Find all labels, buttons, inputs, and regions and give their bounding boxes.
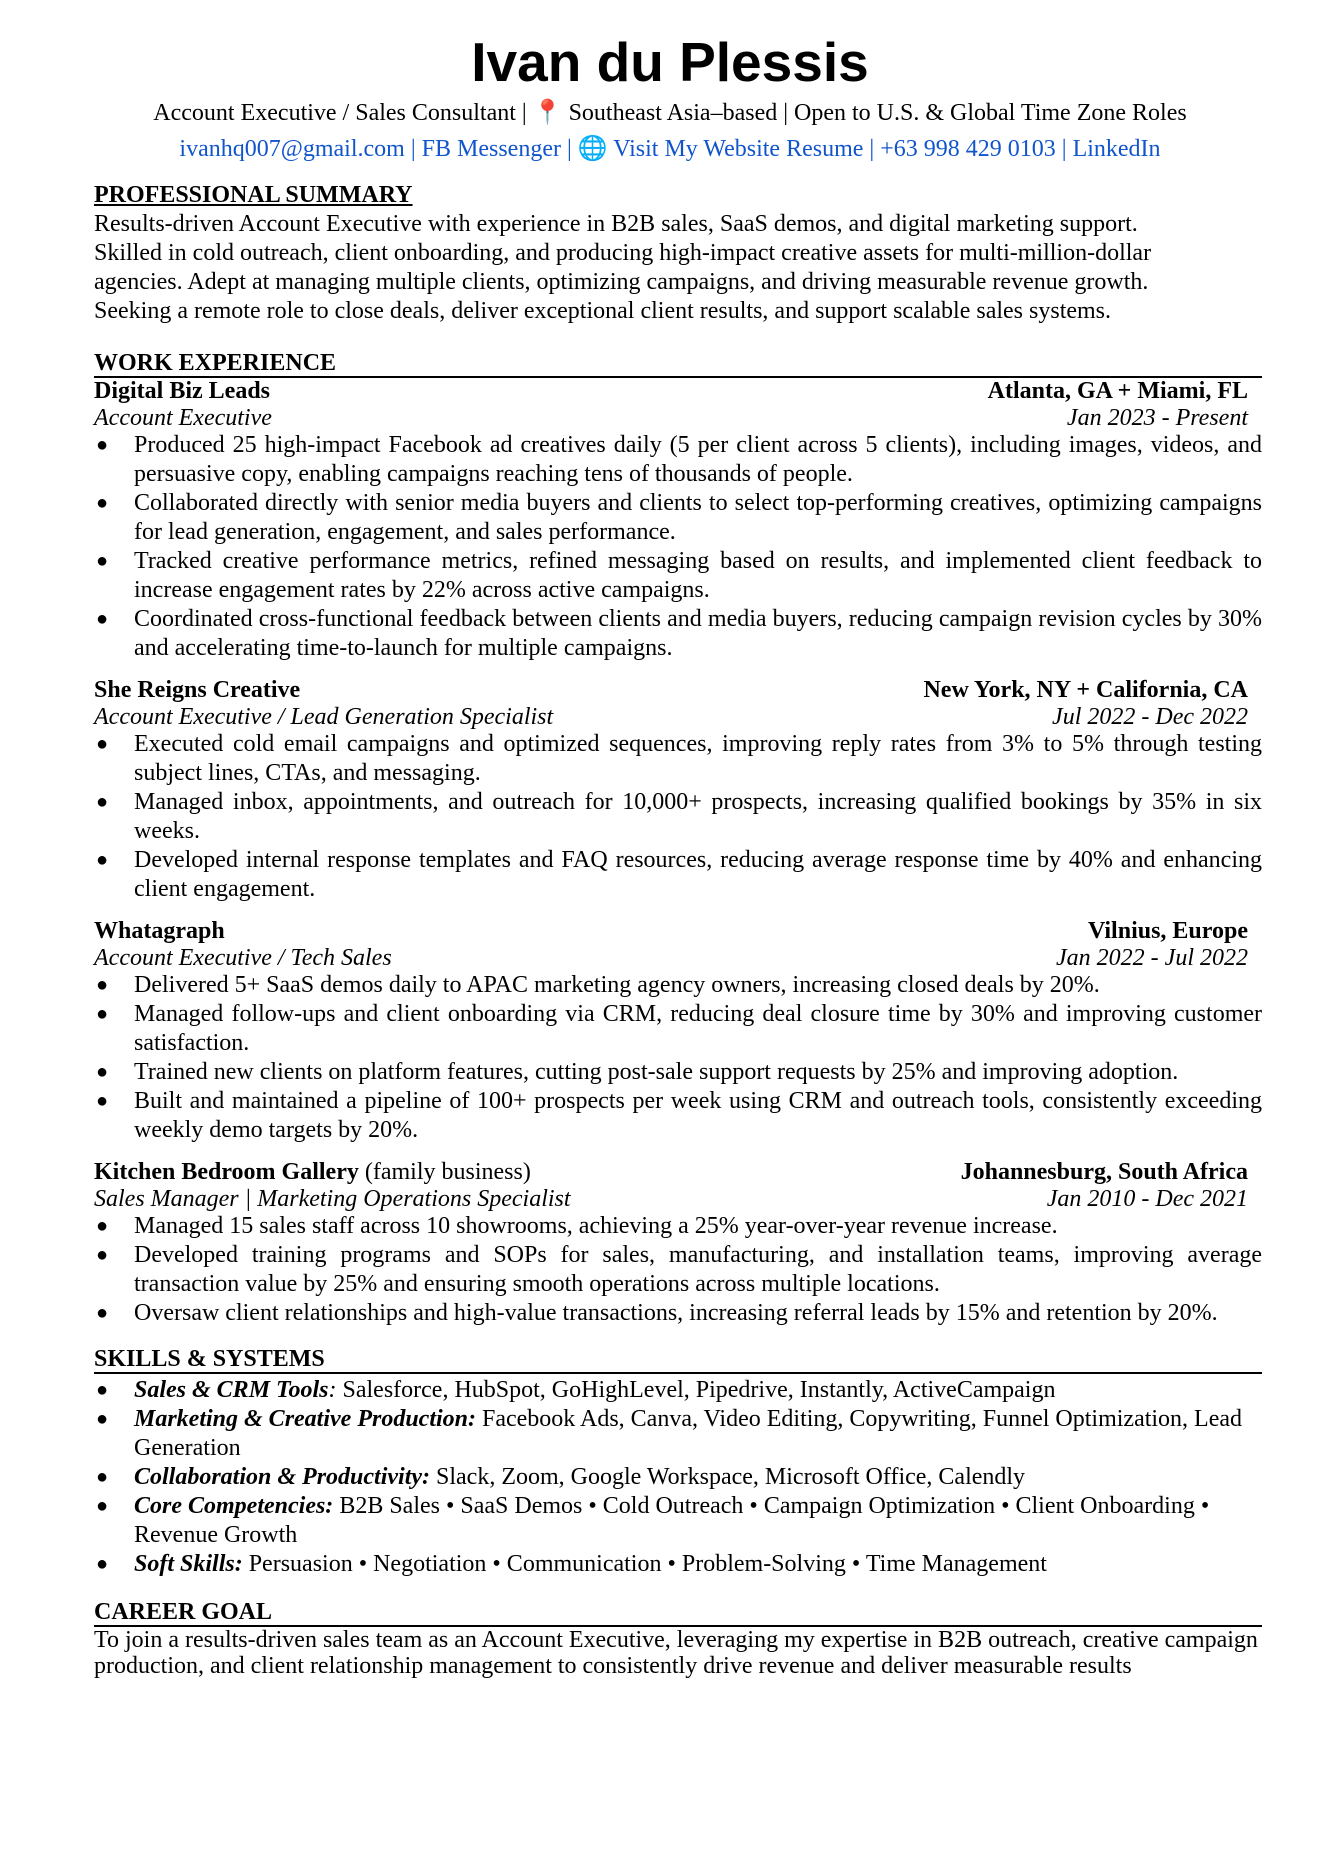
job-header xyxy=(94,378,1262,405)
bullet-icon: ● xyxy=(96,974,109,996)
bullet-icon: ● xyxy=(96,1215,109,1237)
bullet-icon: ● xyxy=(96,791,109,813)
list-item xyxy=(94,788,1262,846)
job-bullets xyxy=(94,431,1262,663)
job-bullets xyxy=(94,730,1262,904)
bullet-text: Trained new clients on platform features, cutting post-sale support requests by 25% and improving adoption. xyxy=(134,1059,1179,1085)
bullet-icon: ● xyxy=(96,1408,109,1430)
bullet-text: Delivered 5+ SaaS demos daily to APAC marketing agency owners, increasing closed deals by 20%. xyxy=(134,972,1100,998)
company-name: She Reigns Creative xyxy=(94,677,301,703)
job-header xyxy=(94,918,1262,945)
list-item xyxy=(94,547,1262,605)
list-item xyxy=(94,971,1262,1000)
job-dates: Jan 2023 - Present xyxy=(1066,405,1248,431)
list-item xyxy=(94,1299,1262,1328)
job-list xyxy=(94,378,1262,1328)
bullet-icon: ● xyxy=(96,1553,109,1575)
messenger-link[interactable]: FB Messenger xyxy=(421,136,561,162)
skill-label: Collaboration & Productivity: xyxy=(134,1464,431,1490)
job-dates: Jan 2010 - Dec 2021 xyxy=(1046,1186,1248,1212)
job-location: Vilnius, Europe xyxy=(1087,918,1248,944)
list-item xyxy=(94,1000,1262,1058)
bullet-icon: ● xyxy=(96,1302,109,1324)
job-location: Johannesburg, South Africa xyxy=(960,1159,1248,1185)
list-item xyxy=(94,730,1262,788)
company-name: Kitchen Bedroom Gallery xyxy=(94,1159,359,1185)
company-note: (family business) xyxy=(358,1159,531,1185)
job-role: Account Executive / Lead Generation Specialist xyxy=(94,704,554,730)
skill-text: Facebook Ads, Canva, Video Editing, Copywriting, Funnel Optimization, Lead Generation xyxy=(134,1406,1243,1461)
job-subheader xyxy=(94,945,1262,971)
bullet-text: Managed inbox, appointments, and outreach for 10,000+ prospects, increasing qualified bookings by 35% in six weeks. xyxy=(134,789,1262,844)
bullet-text: Managed follow-ups and client onboarding via CRM, reducing deal closure time by 30% and improving customer satisfaction. xyxy=(134,1001,1262,1056)
phone-link[interactable]: +63 998 429 0103 xyxy=(880,136,1056,162)
skills-section xyxy=(94,1346,1262,1579)
bullet-text: Tracked creative performance metrics, refined messaging based on results, and implemented client feedback to increase engagement rates by 22% across active campaigns. xyxy=(134,548,1262,603)
skill-item xyxy=(94,1492,1262,1550)
career-goal-section xyxy=(94,1599,1262,1679)
contact-line: ivanhq007@gmail.com | FB Messenger | 🌐 Visit My Website Resume | +63 998 429 0103 | LinkedIn xyxy=(179,136,1161,162)
linkedin-link[interactable]: LinkedIn xyxy=(1072,136,1161,162)
job-subheader xyxy=(94,1186,1262,1212)
company-name: Digital Biz Leads xyxy=(94,378,271,404)
bullet-icon: ● xyxy=(96,1466,109,1488)
bullet-text: Developed training programs and SOPs for sales, manufacturing, and installation teams, improving average transaction value by 25% and ensuring smooth operations across multiple locations. xyxy=(134,1242,1262,1297)
job-role: Account Executive / Tech Sales xyxy=(94,945,392,971)
list-item xyxy=(94,431,1262,489)
summary-text: Results-driven Account Executive with experience in B2B sales, SaaS demos, and digital marketing support. Skilled in cold outreach, client onboarding, and producing high-impact creative assets for multi-million-dollar agencies. Adept at managing multiple clients, optimizing campaigns, and driving measurable revenue growth. Seeking a remote role to close deals, deliver exceptional client results, and support scalable sales systems. xyxy=(94,211,1152,324)
skills-heading: SKILLS & SYSTEMS xyxy=(94,1346,325,1372)
bullet-icon: ● xyxy=(96,1495,109,1517)
skill-label: Sales & CRM Tools xyxy=(134,1377,329,1403)
company-name: Whatagraph xyxy=(94,918,225,944)
bullet-text: Produced 25 high-impact Facebook ad creatives daily (5 per client across 5 clients), including images, videos, and persuasive copy, enabling campaigns reaching tens of thousands of people. xyxy=(134,432,1262,487)
bullet-text: Executed cold email campaigns and optimized sequences, improving reply rates from 3% to 5% through testing subject lines, CTAs, and messaging. xyxy=(134,731,1262,786)
candidate-name: Ivan du Plessis xyxy=(471,31,869,93)
email-link[interactable]: ivanhq007@gmail.com xyxy=(179,136,405,162)
bullet-icon: ● xyxy=(96,608,109,630)
company-line xyxy=(94,677,300,704)
skill-item xyxy=(94,1463,1262,1492)
job-location: Atlanta, GA + Miami, FL xyxy=(987,378,1248,404)
bullet-icon: ● xyxy=(96,1090,109,1112)
experience-section xyxy=(94,350,1262,1328)
bullet-text: Developed internal response templates and FAQ resources, reducing average response time by 40% and enhancing client engagement. xyxy=(134,847,1262,902)
job-entry xyxy=(94,1159,1262,1328)
bullet-icon: ● xyxy=(96,733,109,755)
list-item xyxy=(94,1087,1262,1145)
career-goal-heading: CAREER GOAL xyxy=(94,1599,273,1625)
bullet-text: Coordinated cross-functional feedback between clients and media buyers, reducing campaign revision cycles by 30% and accelerating time-to-launch for multiple campaigns. xyxy=(134,606,1262,661)
skill-text: Persuasion • Negotiation • Communication • Problem-Solving • Time Management xyxy=(242,1551,1047,1577)
skill-colon: : xyxy=(328,1377,337,1403)
career-goal-text: To join a results-driven sales team as an Account Executive, leveraging my expertise in B2B outreach, creative campaign production, and client relationship management to consistently drive revenue and deliver measurable results xyxy=(94,1627,1258,1679)
title-line: Account Executive / Sales Consultant | 📍 Southeast Asia–based | Open to U.S. & Global Time Zone Roles xyxy=(153,100,1187,126)
skill-text: Slack, Zoom, Google Workspace, Microsoft Office, Calendly xyxy=(430,1464,1026,1490)
job-bullets xyxy=(94,1212,1262,1328)
job-dates: Jan 2022 - Jul 2022 xyxy=(1056,945,1248,971)
experience-heading: WORK EXPERIENCE xyxy=(94,350,337,376)
bullet-icon: ● xyxy=(96,550,109,572)
bullet-text: Collaborated directly with senior media buyers and clients to select top-performing creatives, optimizing campaigns for lead generation, engagement, and sales performance. xyxy=(134,490,1262,545)
bullet-text: Oversaw client relationships and high-value transactions, increasing referral leads by 15% and retention by 20%. xyxy=(134,1300,1218,1326)
website-link[interactable]: 🌐 Visit My Website Resume xyxy=(577,136,864,162)
job-subheader xyxy=(94,405,1262,431)
job-header xyxy=(94,1159,1262,1186)
bullet-icon: ● xyxy=(96,1244,109,1266)
list-item xyxy=(94,605,1262,663)
skill-label: Core Competencies: xyxy=(134,1493,334,1519)
bullet-icon: ● xyxy=(96,492,109,514)
bullet-icon: ● xyxy=(96,1061,109,1083)
skill-text: Salesforce, HubSpot, GoHighLevel, Pipedrive, Instantly, ActiveCampaign xyxy=(336,1377,1056,1403)
skill-item xyxy=(94,1376,1262,1405)
job-dates: Jul 2022 - Dec 2022 xyxy=(1052,704,1248,730)
job-subheader xyxy=(94,704,1262,730)
company-line xyxy=(94,918,225,945)
bullet-icon: ● xyxy=(96,434,109,456)
bullet-text: Managed 15 sales staff across 10 showrooms, achieving a 25% year-over-year revenue increase. xyxy=(134,1213,1058,1239)
bullet-text: Built and maintained a pipeline of 100+ prospects per week using CRM and outreach tools, consistently exceeding weekly demo targets by 20%. xyxy=(134,1088,1262,1143)
job-entry xyxy=(94,378,1262,663)
list-item xyxy=(94,846,1262,904)
job-role: Account Executive xyxy=(94,405,272,431)
skill-label: Soft Skills: xyxy=(134,1551,243,1577)
company-line xyxy=(94,1159,531,1186)
skill-item xyxy=(94,1405,1262,1463)
list-item xyxy=(94,1058,1262,1087)
skills-list xyxy=(94,1376,1262,1579)
job-bullets xyxy=(94,971,1262,1145)
skill-text: B2B Sales • SaaS Demos • Cold Outreach • Campaign Optimization • Client Onboarding • Revenue Growth xyxy=(134,1493,1210,1548)
resume-body xyxy=(94,182,1262,1679)
company-line xyxy=(94,378,270,405)
job-entry xyxy=(94,677,1262,904)
bullet-icon: ● xyxy=(96,1379,109,1401)
list-item xyxy=(94,1212,1262,1241)
summary-heading: PROFESSIONAL SUMMARY xyxy=(94,182,413,208)
job-location: New York, NY + California, CA xyxy=(923,677,1248,703)
skill-item xyxy=(94,1550,1262,1579)
resume-header xyxy=(0,0,1340,164)
list-item xyxy=(94,1241,1262,1299)
job-role: Sales Manager | Marketing Operations Specialist xyxy=(94,1186,571,1212)
summary-section xyxy=(94,182,1262,326)
job-entry xyxy=(94,918,1262,1145)
bullet-icon: ● xyxy=(96,849,109,871)
bullet-icon: ● xyxy=(96,1003,109,1025)
list-item xyxy=(94,489,1262,547)
job-header xyxy=(94,677,1262,704)
skill-label: Marketing & Creative Production: xyxy=(134,1406,476,1432)
